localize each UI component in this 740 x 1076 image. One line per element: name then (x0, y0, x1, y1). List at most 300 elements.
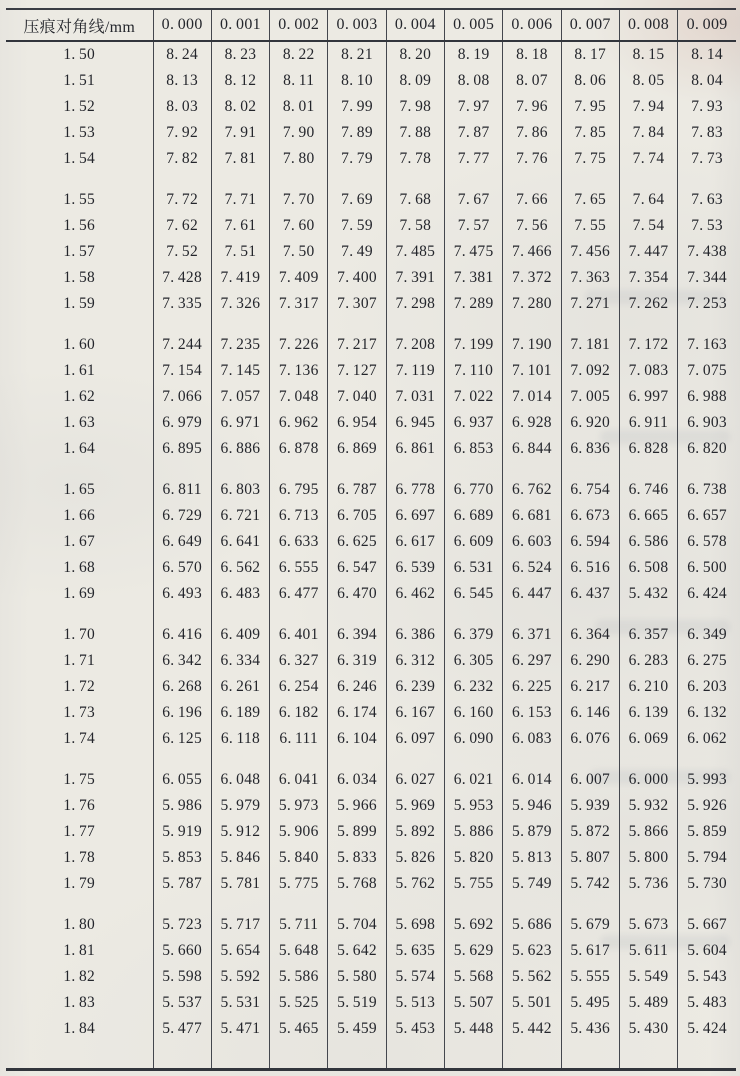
spacer-cell (503, 752, 561, 767)
table-cell: 7. 58 (386, 213, 444, 239)
table-cell: 6. 713 (270, 503, 328, 529)
table-cell: 7. 199 (444, 332, 502, 358)
table-cell: 5. 953 (444, 793, 502, 819)
table-cell: 5. 501 (503, 990, 561, 1016)
table-cell: 5. 711 (270, 912, 328, 938)
table-cell: 7. 172 (619, 332, 677, 358)
table-cell: 5. 932 (619, 793, 677, 819)
table-cell: 8. 14 (691, 46, 723, 63)
table-cell: 5. 800 (619, 845, 677, 871)
table-cell: 7. 040 (328, 384, 386, 410)
table-cell: 7. 50 (270, 239, 328, 265)
table-cell: 5. 813 (503, 845, 561, 871)
table-cell: 7. 400 (328, 265, 386, 291)
table-cell: 7. 95 (561, 94, 619, 120)
table-cell: 5. 549 (619, 964, 677, 990)
table-cell: 6. 000 (619, 767, 677, 793)
table-cell: 7. 77 (444, 146, 502, 172)
table-cell: 7. 244 (153, 332, 211, 358)
table-cell: 6. 861 (386, 436, 444, 462)
table-cell: 6. 979 (153, 410, 211, 436)
table-cell: 6. 795 (270, 477, 328, 503)
diagonal-cell: 1. 61 (6, 358, 153, 384)
table-cell: 7. 005 (561, 384, 619, 410)
table-cell: 5. 736 (619, 871, 677, 897)
diagonal-cell: 1. 71 (6, 648, 153, 674)
table-cell: 6. 076 (561, 726, 619, 752)
table-cell: 5. 762 (386, 871, 444, 897)
table-cell: 5. 807 (561, 845, 619, 871)
table-row (6, 68, 736, 94)
table-cell: 8. 05 (619, 68, 677, 94)
table-cell: 6. 937 (444, 410, 502, 436)
table-cell: 7. 381 (444, 265, 502, 291)
spacer-cell (153, 752, 211, 767)
diagonal-cell: 1. 67 (6, 529, 153, 555)
table-row (6, 622, 736, 648)
table-cell: 6. 988 (687, 388, 727, 405)
table-cell: 7. 99 (328, 94, 386, 120)
table-cell: 5. 866 (619, 819, 677, 845)
header-row (6, 9, 736, 41)
table-cell: 6. 836 (561, 436, 619, 462)
table-row (6, 187, 736, 213)
table-cell: 6. 357 (619, 622, 677, 648)
table-cell: 6. 283 (619, 648, 677, 674)
table-cell: 6. 174 (328, 700, 386, 726)
table-cell: 6. 312 (386, 648, 444, 674)
table-cell: 5. 704 (328, 912, 386, 938)
table-cell: 5. 568 (444, 964, 502, 990)
table-cell: 6. 721 (211, 503, 269, 529)
table-cell: 5. 507 (444, 990, 502, 1016)
spacer-cell (6, 1042, 153, 1070)
table-row (6, 793, 736, 819)
table-cell: 7. 163 (687, 336, 727, 353)
table-cell: 6. 586 (619, 529, 677, 555)
spacer-cell (270, 607, 328, 622)
table-cell: 7. 092 (561, 358, 619, 384)
table-cell: 6. 778 (386, 477, 444, 503)
table-cell: 8. 01 (270, 94, 328, 120)
spacer-cell (386, 897, 444, 912)
table-cell: 7. 154 (153, 358, 211, 384)
table-cell: 7. 92 (153, 120, 211, 146)
diagonal-cell: 1. 60 (6, 332, 153, 358)
table-cell: 7. 466 (503, 239, 561, 265)
table-cell: 5. 846 (211, 845, 269, 871)
table-cell: 5. 853 (153, 845, 211, 871)
table-cell: 6. 803 (211, 477, 269, 503)
spacer-cell (678, 1042, 736, 1070)
diagonal-cell: 1. 79 (6, 871, 153, 897)
spacer-cell (386, 172, 444, 187)
table-cell: 7. 066 (153, 384, 211, 410)
table-cell: 6. 167 (386, 700, 444, 726)
spacer-cell (561, 752, 619, 767)
table-cell: 8. 13 (153, 68, 211, 94)
diagonal-cell: 1. 83 (6, 990, 153, 1016)
table-row (6, 291, 736, 317)
table-cell: 6. 903 (687, 414, 727, 431)
table-cell: 7. 335 (153, 291, 211, 317)
table-cell: 6. 603 (503, 529, 561, 555)
table-cell: 5. 879 (503, 819, 561, 845)
table-cell: 5. 794 (687, 849, 727, 866)
table-cell: 6. 770 (444, 477, 502, 503)
table-cell: 5. 966 (328, 793, 386, 819)
table-cell: 5. 775 (270, 871, 328, 897)
table-cell: 6. 762 (503, 477, 561, 503)
table-cell: 6. 437 (561, 581, 619, 607)
table-cell: 5. 635 (386, 938, 444, 964)
column-header: 0. 004 (386, 9, 444, 41)
diagonal-cell: 1. 56 (6, 213, 153, 239)
table-cell: 5. 432 (619, 581, 677, 607)
table-cell: 6. 409 (211, 622, 269, 648)
table-cell: 6. 246 (328, 674, 386, 700)
table-cell: 7. 447 (619, 239, 677, 265)
spacer-cell (211, 1042, 269, 1070)
table-cell: 6. 945 (386, 410, 444, 436)
table-cell: 7. 119 (386, 358, 444, 384)
table-cell: 7. 59 (328, 213, 386, 239)
table-cell: 6. 483 (211, 581, 269, 607)
table-cell: 8. 08 (444, 68, 502, 94)
table-cell: 6. 111 (270, 726, 328, 752)
table-cell: 6. 539 (386, 555, 444, 581)
column-header: 0. 001 (211, 9, 269, 41)
diagonal-cell: 1. 74 (6, 726, 153, 752)
table-cell: 5. 562 (503, 964, 561, 990)
table-cell: 5. 969 (386, 793, 444, 819)
spacer-cell (444, 462, 502, 477)
table-cell: 6. 673 (561, 503, 619, 529)
table-cell: 6. 239 (386, 674, 444, 700)
column-header: 0. 005 (444, 9, 502, 41)
table-cell: 5. 598 (153, 964, 211, 990)
table-cell: 6. 633 (270, 529, 328, 555)
table-cell: 6. 189 (211, 700, 269, 726)
table-cell: 8. 12 (211, 68, 269, 94)
spacer-cell (153, 607, 211, 622)
table-cell: 5. 648 (270, 938, 328, 964)
table-cell: 6. 746 (619, 477, 677, 503)
spacer-cell (619, 1042, 677, 1070)
table-cell: 6. 334 (211, 648, 269, 674)
spacer-cell (386, 752, 444, 767)
table-cell: 7. 280 (503, 291, 561, 317)
table-row (6, 529, 736, 555)
table-cell: 5. 495 (561, 990, 619, 1016)
table-cell: 6. 462 (386, 581, 444, 607)
table-cell: 8. 03 (153, 94, 211, 120)
spacer-cell (328, 1042, 386, 1070)
spacer-cell (678, 462, 736, 477)
table-cell: 5. 592 (211, 964, 269, 990)
table-cell: 7. 110 (444, 358, 502, 384)
table-cell: 6. 217 (561, 674, 619, 700)
diagonal-cell: 1. 64 (6, 436, 153, 462)
table-cell: 7. 075 (687, 362, 727, 379)
table-cell: 5. 833 (328, 845, 386, 871)
table-cell: 7. 289 (444, 291, 502, 317)
table-cell: 5. 872 (561, 819, 619, 845)
table-cell: 5. 973 (270, 793, 328, 819)
table-cell: 7. 307 (328, 291, 386, 317)
table-cell: 7. 89 (328, 120, 386, 146)
table-cell: 8. 06 (561, 68, 619, 94)
table-cell: 7. 72 (153, 187, 211, 213)
table-cell: 5. 543 (687, 968, 727, 985)
table-cell: 6. 555 (270, 555, 328, 581)
table-cell: 6. 649 (153, 529, 211, 555)
table-cell: 7. 363 (561, 265, 619, 291)
spacer-cell (386, 317, 444, 332)
spacer-cell (6, 752, 153, 767)
table-cell: 5. 820 (444, 845, 502, 871)
table-cell: 7. 101 (503, 358, 561, 384)
diagonal-cell: 1. 68 (6, 555, 153, 581)
table-cell: 7. 226 (270, 332, 328, 358)
table-cell: 7. 022 (444, 384, 502, 410)
table-cell: 5. 424 (687, 1020, 727, 1037)
table-cell: 6. 617 (386, 529, 444, 555)
spacer-cell (561, 172, 619, 187)
table-cell: 7. 93 (691, 98, 723, 115)
table-cell: 5. 723 (153, 912, 211, 938)
table-cell: 6. 349 (687, 626, 727, 643)
table-cell: 5. 453 (386, 1016, 444, 1042)
table-cell: 6. 477 (270, 581, 328, 607)
table-cell: 8. 20 (386, 41, 444, 68)
table-cell: 5. 886 (444, 819, 502, 845)
spacer-cell (503, 462, 561, 477)
table-cell: 6. 500 (687, 559, 727, 576)
table-cell: 7. 74 (619, 146, 677, 172)
table-cell: 8. 18 (503, 41, 561, 68)
table-cell: 5. 787 (153, 871, 211, 897)
table-cell: 7. 97 (444, 94, 502, 120)
table-cell: 7. 63 (691, 191, 723, 208)
table-cell: 6. 055 (153, 767, 211, 793)
table-cell: 6. 007 (561, 767, 619, 793)
spacer-cell (561, 462, 619, 477)
table-cell: 5. 939 (561, 793, 619, 819)
column-header: 0. 006 (503, 9, 561, 41)
table-cell: 7. 85 (561, 120, 619, 146)
table-cell: 6. 971 (211, 410, 269, 436)
table-cell: 6. 545 (444, 581, 502, 607)
column-header: 0. 007 (561, 9, 619, 41)
table-row (6, 871, 736, 897)
table-cell: 7. 326 (211, 291, 269, 317)
spacer-cell (619, 462, 677, 477)
table-cell: 7. 61 (211, 213, 269, 239)
table-cell: 7. 91 (211, 120, 269, 146)
table-cell: 7. 419 (211, 265, 269, 291)
table-cell: 6. 275 (687, 652, 727, 669)
diagonal-cell: 1. 70 (6, 622, 153, 648)
table-cell: 6. 754 (561, 477, 619, 503)
table-cell: 7. 98 (386, 94, 444, 120)
table-cell: 5. 755 (444, 871, 502, 897)
table-cell: 5. 993 (687, 771, 727, 788)
table-cell: 6. 203 (687, 678, 727, 695)
spacer-cell (211, 897, 269, 912)
table-cell: 6. 869 (328, 436, 386, 462)
spacer-cell (211, 172, 269, 187)
table-cell: 6. 210 (619, 674, 677, 700)
table-row (6, 767, 736, 793)
table-cell: 6. 878 (270, 436, 328, 462)
spacer-cell (328, 607, 386, 622)
table-cell: 6. 290 (561, 648, 619, 674)
spacer-cell (619, 897, 677, 912)
table-cell: 7. 94 (619, 94, 677, 120)
spacer-cell (211, 607, 269, 622)
spacer-cell (503, 317, 561, 332)
table-cell: 6. 160 (444, 700, 502, 726)
table-row (6, 1016, 736, 1042)
table-cell: 5. 899 (328, 819, 386, 845)
spacer-cell (270, 462, 328, 477)
table-cell: 6. 196 (153, 700, 211, 726)
spacer-cell (678, 607, 736, 622)
table-cell: 7. 475 (444, 239, 502, 265)
table-cell: 6. 394 (328, 622, 386, 648)
table-cell: 7. 181 (561, 332, 619, 358)
table-row (6, 213, 736, 239)
table-cell: 6. 547 (328, 555, 386, 581)
spacer-cell (153, 1042, 211, 1070)
table-cell: 5. 826 (386, 845, 444, 871)
table-cell: 5. 555 (561, 964, 619, 990)
table-cell: 8. 21 (328, 41, 386, 68)
table-cell: 7. 87 (444, 120, 502, 146)
table-cell: 7. 456 (561, 239, 619, 265)
table-cell: 5. 679 (561, 912, 619, 938)
table-cell: 7. 262 (619, 291, 677, 317)
table-cell: 8. 04 (691, 72, 723, 89)
table-cell: 6. 738 (687, 481, 727, 498)
diagonal-cell: 1. 82 (6, 964, 153, 990)
table-cell: 6. 470 (328, 581, 386, 607)
diagonal-header: 压痕对角线/mm (6, 9, 153, 41)
table-cell: 5. 623 (503, 938, 561, 964)
spacer-cell (211, 752, 269, 767)
table-cell: 7. 66 (503, 187, 561, 213)
table-cell: 7. 96 (503, 94, 561, 120)
table-cell: 6. 954 (328, 410, 386, 436)
table-cell: 6. 319 (328, 648, 386, 674)
table-cell: 7. 438 (687, 243, 727, 260)
table-cell: 6. 828 (619, 436, 677, 462)
table-cell: 7. 78 (386, 146, 444, 172)
spacer-cell (211, 317, 269, 332)
table-cell: 5. 840 (270, 845, 328, 871)
spacer-cell (619, 317, 677, 332)
table-row (6, 555, 736, 581)
spacer-cell (270, 317, 328, 332)
spacer-cell (619, 607, 677, 622)
table-cell: 7. 057 (211, 384, 269, 410)
spacer-cell (153, 462, 211, 477)
table-cell: 7. 014 (503, 384, 561, 410)
table-cell: 7. 49 (328, 239, 386, 265)
table-cell: 5. 686 (503, 912, 561, 938)
table-cell: 6. 508 (619, 555, 677, 581)
table-cell: 5. 768 (328, 871, 386, 897)
diagonal-cell: 1. 55 (6, 187, 153, 213)
table-cell: 6. 118 (211, 726, 269, 752)
table-cell: 7. 208 (386, 332, 444, 358)
table-cell: 7. 62 (153, 213, 211, 239)
table-cell: 5. 436 (561, 1016, 619, 1042)
table-cell: 7. 145 (211, 358, 269, 384)
spacer-cell (444, 607, 502, 622)
diagonal-cell: 1. 78 (6, 845, 153, 871)
table-cell: 5. 459 (328, 1016, 386, 1042)
table-cell: 7. 65 (561, 187, 619, 213)
spacer-cell (153, 897, 211, 912)
spacer-cell (270, 172, 328, 187)
group-spacer-row (6, 172, 736, 187)
table-row (6, 265, 736, 291)
table-cell: 6. 305 (444, 648, 502, 674)
table-cell: 5. 448 (444, 1016, 502, 1042)
table-cell: 6. 895 (153, 436, 211, 462)
spacer-cell (270, 1042, 328, 1070)
table-row (6, 819, 736, 845)
table-cell: 8. 15 (619, 41, 677, 68)
column-header: 0. 009 (678, 9, 736, 41)
column-header: 0. 000 (153, 9, 211, 41)
table-cell: 5. 477 (153, 1016, 211, 1042)
table-cell: 7. 391 (386, 265, 444, 291)
table-cell: 7. 82 (153, 146, 211, 172)
table-cell: 5. 430 (619, 1016, 677, 1042)
table-cell: 5. 483 (687, 994, 727, 1011)
table-cell: 5. 912 (211, 819, 269, 845)
table-cell: 6. 657 (687, 507, 727, 524)
spacer-cell (6, 607, 153, 622)
table-cell: 6. 928 (503, 410, 561, 436)
table-cell: 6. 069 (619, 726, 677, 752)
table-cell: 6. 182 (270, 700, 328, 726)
table-row (6, 503, 736, 529)
diagonal-cell: 1. 80 (6, 912, 153, 938)
diagonal-cell: 1. 50 (6, 41, 153, 68)
spacer-cell (270, 752, 328, 767)
diagonal-cell: 1. 54 (6, 146, 153, 172)
spacer-cell (503, 1042, 561, 1070)
table-cell: 7. 317 (270, 291, 328, 317)
table-row (6, 384, 736, 410)
spacer-cell (328, 462, 386, 477)
diagonal-cell: 1. 53 (6, 120, 153, 146)
spacer-cell (386, 462, 444, 477)
table-row (6, 990, 736, 1016)
table-cell: 8. 24 (153, 41, 211, 68)
table-cell: 7. 81 (211, 146, 269, 172)
column-header: 0. 002 (270, 9, 328, 41)
table-cell: 7. 75 (561, 146, 619, 172)
table-cell: 5. 946 (503, 793, 561, 819)
diagonal-cell: 1. 58 (6, 265, 153, 291)
table-cell: 6. 609 (444, 529, 502, 555)
spacer-cell (678, 897, 736, 912)
